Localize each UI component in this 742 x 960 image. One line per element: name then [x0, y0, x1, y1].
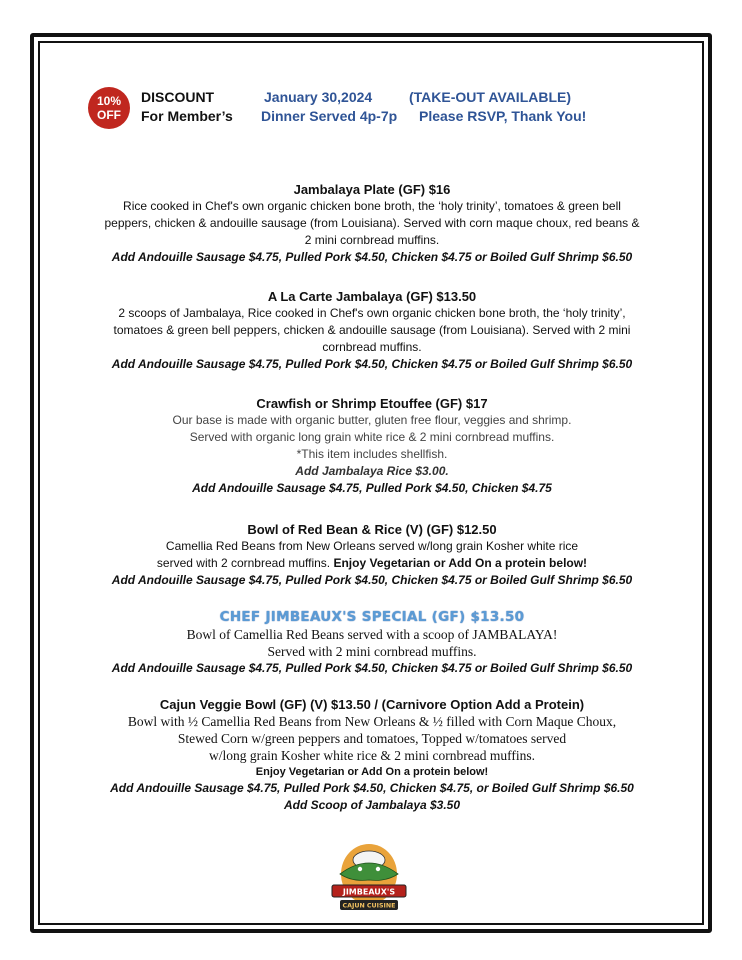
item-addons: Add Andouille Sausage $4.75, Pulled Pork $4.50, Chicken $4.75 or Boiled Gulf Shrimp $6.50	[111, 661, 633, 675]
item-title: A La Carte Jambalaya (GF) $13.50	[267, 289, 477, 304]
item-desc-line: Stewed Corn w/green peppers and tomatoes, Topped w/tomatoes served	[177, 731, 567, 746]
menu-item-a-la-carte	[80, 288, 664, 373]
item-addon-jambalaya: Add Scoop of Jambalaya $3.50	[283, 798, 461, 812]
item-addons: Add Andouille Sausage $4.75, Pulled Pork $4.50, Chicken $4.75, or Boiled Gulf Shrimp $6.50	[110, 781, 634, 795]
menu-item-red-bean-rice	[80, 521, 664, 589]
dinner-time: Dinner Served 4p-7p	[261, 108, 398, 124]
item-addons: Add Andouille Sausage $4.75, Pulled Pork $4.50, Chicken $4.75 or Boiled Gulf Shrimp $6.50	[111, 250, 633, 264]
discount-label: DISCOUNT	[141, 89, 215, 105]
item-desc-line: Bowl of Camellia Red Beans served with a scoop of JAMBALAYA!	[186, 627, 558, 642]
item-desc-text: served with 2 cornbread muffins.	[156, 556, 331, 570]
alligator-eye-icon	[376, 867, 380, 871]
item-desc-line-2	[80, 555, 664, 572]
item-desc-line: cornbread muffins.	[322, 340, 422, 354]
item-desc-line: Camellia Red Beans from New Orleans served w/long grain Kosher white rice	[165, 539, 579, 553]
alligator-eye-icon	[358, 867, 362, 871]
item-desc-line: 2 mini cornbread muffins.	[304, 233, 440, 247]
item-desc-line: *This item includes shellfish.	[296, 447, 448, 461]
menu-item-chef-special	[80, 608, 664, 677]
event-date: January 30,2024	[264, 89, 373, 105]
item-addons: Add Andouille Sausage $4.75, Pulled Pork $4.50, Chicken $4.75	[192, 481, 552, 495]
discount-badge	[88, 87, 130, 129]
item-desc-line: Rice cooked in Chef's own organic chicken bone broth, the ‘holy trinity’, tomatoes & green bell	[123, 199, 621, 213]
item-desc-line: Our base is made with organic butter, gluten free flour, veggies and shrimp.	[172, 413, 572, 427]
badge-percent: 10%	[96, 94, 122, 108]
badge-off: OFF	[97, 108, 121, 122]
item-desc-bold: Enjoy Vegetarian or Add On a protein below!	[333, 556, 588, 570]
menu-item-veggie-bowl	[72, 696, 672, 814]
members-label: For Member’s	[141, 108, 233, 124]
menu-item-jambalaya-plate	[80, 181, 664, 266]
item-desc-line: peppers, chicken & andouille sausage (from Louisiana). Served with corn maque choux, red beans &	[104, 216, 640, 230]
item-title: Jambalaya Plate (GF) $16	[293, 182, 451, 197]
item-enjoy-note: Enjoy Vegetarian or Add On a protein below!	[255, 766, 489, 778]
item-desc-line: Served with 2 mini cornbread muffins.	[267, 644, 477, 659]
item-desc-line: Bowl with ½ Camellia Red Beans from New Orleans & ½ filled with Corn Maque Choux,	[127, 714, 617, 729]
jimbeaux-logo	[326, 838, 412, 916]
item-title: Crawfish or Shrimp Etouffee (GF) $17	[256, 396, 488, 411]
logo-name: JIMBEAUX'S	[342, 887, 396, 897]
item-title: Bowl of Red Bean & Rice (V) (GF) $12.50	[247, 522, 497, 537]
item-title: Cajun Veggie Bowl (GF) (V) $13.50 / (Carnivore Option Add a Protein)	[159, 697, 585, 712]
item-addons: Add Andouille Sausage $4.75, Pulled Pork $4.50, Chicken $4.75 or Boiled Gulf Shrimp $6.50	[111, 573, 633, 587]
item-addon-rice: Add Jambalaya Rice $3.00.	[295, 464, 449, 478]
takeout-note: (TAKE-OUT AVAILABLE)	[409, 89, 572, 105]
item-desc-line: w/long grain Kosher white rice & 2 mini cornbread muffins.	[209, 748, 535, 763]
special-title: CHEF JIMBEAUX'S SPECIAL (GF) $13.50	[219, 609, 525, 625]
item-desc-line: Served with organic long grain white rice & 2 mini cornbread muffins.	[189, 430, 555, 444]
item-desc-line: 2 scoops of Jambalaya, Rice cooked in Chef's own organic chicken bone broth, the ‘holy trinity’,	[118, 306, 626, 320]
item-desc-line: tomatoes & green bell peppers, chicken & andouille sausage (from Louisiana). Served with 2 mini	[113, 323, 631, 337]
logo-subtitle: CAJUN CUISINE	[342, 902, 396, 910]
menu-item-etouffee	[80, 395, 664, 497]
item-addons: Add Andouille Sausage $4.75, Pulled Pork $4.50, Chicken $4.75 or Boiled Gulf Shrimp $6.50	[111, 357, 633, 371]
rsvp-note: Please RSVP, Thank You!	[419, 108, 587, 124]
